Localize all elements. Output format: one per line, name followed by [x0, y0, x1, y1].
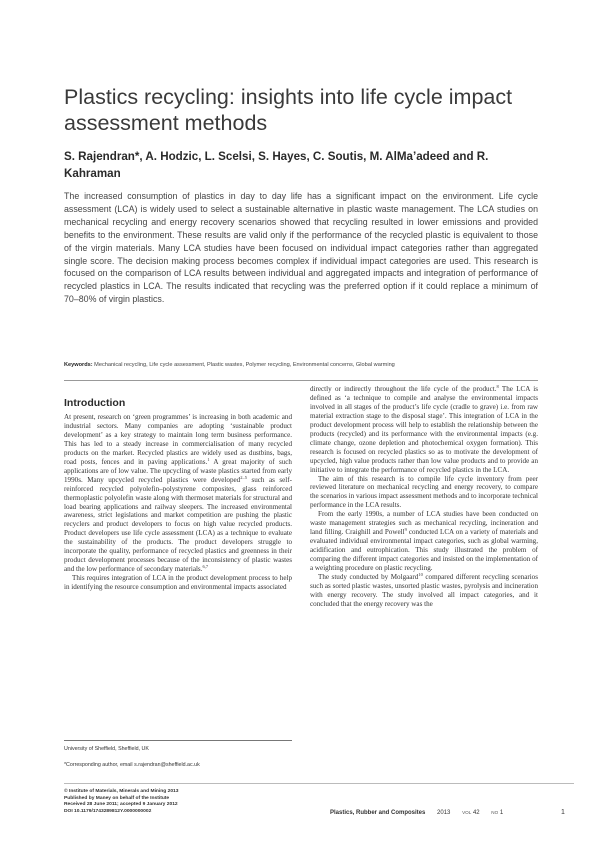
received-line: Received 28 June 2011; accepted 9 January 2012 — [64, 802, 178, 808]
affiliation-note: University of Sheffield, Sheffield, UK — [64, 746, 149, 752]
citation: 10 — [418, 572, 423, 578]
publisher-line: Published by Maney on behalf of the Institute — [64, 795, 170, 801]
paragraph: From the early 1990s, a number of LCA studies have been conducted on waste management strategies such as mechanical recycling, incineration and land filling. Craighill and Powell$^9$ conducted LCA on a variety of materials and evaluated individual environmental impact categories, such as global warming, acidification and eutrophication. This study illustrated the problem of comparing the different impact categories and insisted on the implementation of a weighting procedure on plastic recycling. — [310, 510, 538, 573]
footnote-divider — [64, 740, 292, 741]
journal-name: Plastics, Rubber and Composites — [330, 810, 426, 816]
paragraph: At present, research on ‘green programmes’ is increasing in both academic and industrial sectors. Many companies are adopting ‘sustainable product development’ as a key strategy to maintain long term business performance. This has led to a steady increase in commercialisation of many recycled products on the market. Recycled plastics are widely used as dustbins, bags, road posts, fences and in paving applications.$^1$ A great majority of such applications are of low value. The upcycling of waste plastics started from early 1990s. Many upcycled recycled plastics were developed$^{2-5}$ such as self-reinforced recycled polyolefin–polystyrene composites, glass reinforced thermoplastic polyolefin waste along with thermoset materials for structural and load bearing applications and railway sleepers. The increased environmental awareness, strict legislations and market competition are pushing the plastic recyclers and product developers to focus on high value recycled products. Product developers use life cycle assessment (LCA) as a technique to evaluate the sustainability of the products. The product developers struggle to incorporate the quality, performance of recycled plastics and greenness in their product development processes because of the inconsistency of plastic wastes and the low performance of secondary materials.$^{6,7}$ — [64, 413, 292, 574]
article-title: Plastics recycling: insights into life cycle impact assessment methods — [64, 85, 513, 135]
issue-number: 1 — [499, 810, 504, 816]
corresponding-author-note: *Corresponding author, email s.rajendran@sheffield.ac.uk — [64, 762, 200, 768]
footer-divider — [64, 783, 574, 784]
journal-line — [330, 810, 580, 816]
paragraph: The aim of this research is to compile life cycle inventory from peer reviewed literature on mechanical recycling and energy recovery, to compare the scenarios in various impact assessment methods and to incorporate technical performance in the LCA results. — [310, 474, 538, 510]
body-column-right — [310, 385, 538, 609]
author-list: S. Rajendran*, A. Hodzic, L. Scelsi, S. Hayes, C. Soutis, M. AlMa’adeed and R. Kahraman — [64, 150, 489, 180]
citation: 1 — [207, 456, 210, 462]
body-column-left — [64, 397, 292, 592]
journal-year: 2013 — [437, 810, 451, 816]
publication-info — [64, 789, 324, 815]
keywords-label: Keywords: — [64, 362, 93, 368]
citation: 6,7 — [202, 564, 209, 570]
citation: 8 — [496, 384, 499, 389]
paragraph: The study conducted by Molgaard$^{10}$ compared different recycling scenarios such as sorted plastic wastes, unsorted plastic wastes, pyrolysis and incineration with energy recovery. The study involved all impact categories, and it concluded that the energy recovery was the — [310, 572, 538, 608]
header-divider — [64, 380, 538, 381]
page-number: 1 — [561, 809, 565, 816]
keywords-text: Mechanical recycling, Life cycle assessment, Plastic wastes, Polymer recycling, Environmental concerns, Global warming — [94, 362, 395, 368]
paragraph: This requires integration of LCA in the product development process to help in identifying the resource consumption and environmental impacts associated — [64, 574, 292, 592]
volume-number: 42 — [472, 810, 480, 816]
citation: 2–5 — [240, 474, 247, 480]
abstract: The increased consumption of plastics in day to day life has a significant impact on the environment. Life cycle assessment (LCA) is widely used to select a sustainable alternative in plastic waste management. The LCA studies on mechanical recycling and energy recovery scenarios showed that recycling resulted in lower emissions and provided benefits to the environment. These results are valid only if the performance of the recycled plastic is equivalent to those of the virgin materials. Many LCA studies have been focused on individual impact categories rather than aggregated single score. The decision making process becomes complex if individual impact categories are used. This research is focused on the comparison of LCA results between individual and aggregated impacts and integration of performance of recycled plastics in LCA. The results indicated that recycling was the preferred option if it could replace a minimum of 70–80% of virgin plastics. — [64, 191, 538, 305]
copyright-line: © Institute of Materials, Minerals and Mining 2013 — [64, 789, 179, 794]
volume-label: VOL — [462, 810, 472, 815]
keywords — [64, 361, 538, 369]
section-heading-introduction: Introduction — [64, 397, 126, 409]
citation: 9 — [404, 527, 407, 533]
paragraph: directly or indirectly throughout the life cycle of the product.$^8$ The LCA is defined as ‘a technique to compile and analyse the environmental impacts involved in all stages of the product’s life cycle (cradle to grave) i.e. from raw material extraction stage to the disposal stage’. This integration of LCA in the product development process will help to establish the relationship between the products (recycled) and its performance with the environmental impacts (e.g. climate change, ozone depletion and photochemical oxygen formation). This research is focused on recycled plastics so as to motivate the development of upcycled, high value products rather than low value products and to provide an initiative to integrate the performance of recycled plastics in the LCA. — [310, 384, 539, 474]
issue-label: NO — [491, 810, 499, 815]
doi-line: DOI 10.1179/1743289812Y.0000000002 — [64, 808, 152, 814]
